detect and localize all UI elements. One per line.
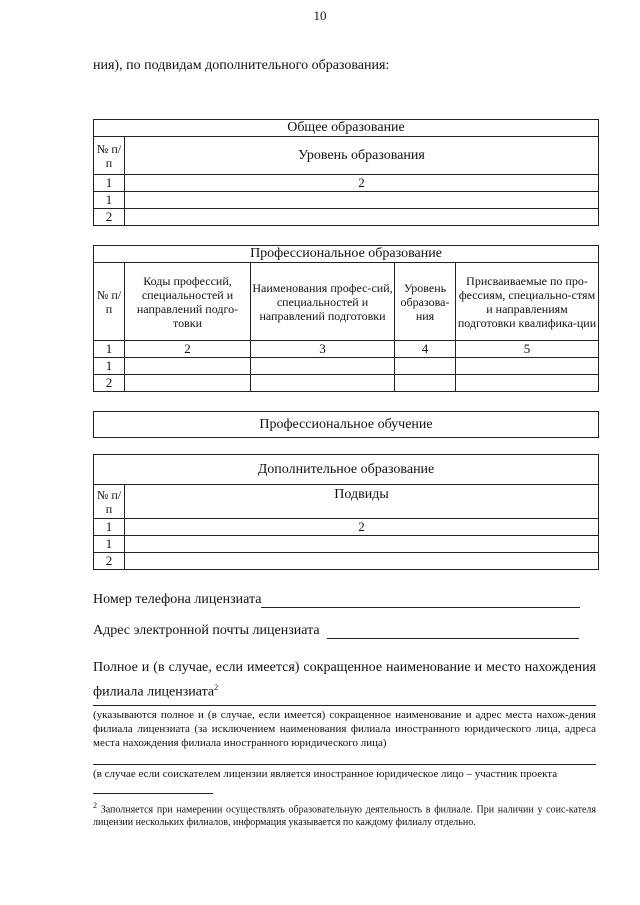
row-cell — [251, 358, 395, 375]
footnote — [93, 799, 596, 829]
branch-input-line[interactable] — [93, 705, 596, 706]
row-num: 2 — [94, 375, 125, 392]
col-codes-header: Коды профессий, специальностей и направлений подго-товки — [125, 263, 251, 341]
col-names-header: Наименования профес-сий, специальностей и направлений подготовки — [251, 263, 395, 341]
general-education-title: Общее образование — [94, 120, 599, 137]
header-num-2: 2 — [125, 175, 599, 192]
professional-education-table — [93, 245, 599, 392]
intro-text: ния), по подвидам дополнительного образования: — [93, 58, 390, 73]
row-num: 1 — [94, 536, 125, 553]
footnote-divider — [93, 793, 213, 794]
phone-label: Номер телефона лицензиата — [93, 592, 262, 607]
row-cell — [251, 375, 395, 392]
header-num-3: 3 — [251, 341, 395, 358]
row-num: 2 — [94, 553, 125, 570]
professional-training-title: Профессиональное обучение — [94, 412, 599, 438]
row-cell — [125, 192, 599, 209]
header-num-1: 1 — [94, 519, 125, 536]
email-field — [93, 623, 579, 639]
col-qualification-header: Присваиваемые по про-фессиям, специально-стям и направлениям подготовки квалифика-ции — [456, 263, 599, 341]
row-cell — [456, 375, 599, 392]
phone-field — [93, 592, 580, 608]
row-cell — [125, 375, 251, 392]
row-cell — [395, 375, 456, 392]
row-cell — [125, 209, 599, 226]
footnote-mark: 2 — [93, 801, 97, 810]
header-num-2: 2 — [125, 519, 599, 536]
col-num-header: № п/п — [94, 263, 125, 341]
email-label: Адрес электронной почты лицензиата — [93, 623, 320, 638]
header-num-2: 2 — [125, 341, 251, 358]
row-cell — [125, 553, 599, 570]
col-level-header: Уровень образова-ния — [395, 263, 456, 341]
foreign-note: (в случае если соискателем лицензии является иностранное юридическое лицо – участник проекта — [93, 768, 558, 780]
header-num-1: 1 — [94, 341, 125, 358]
branch-footnote-ref: 2 — [214, 683, 219, 692]
header-num-4: 4 — [395, 341, 456, 358]
col-num-header: № п/п — [94, 485, 125, 519]
row-num: 2 — [94, 209, 125, 226]
table-row — [94, 358, 599, 375]
footnote-text: Заполняется при намерении осуществлять образовательную деятельность в филиале. При наличии у соис-кателя лицензии нескольких филиалов, информация указывается по каждому филиалу отдельно. — [93, 804, 596, 829]
row-cell — [125, 358, 251, 375]
col-level-header: Уровень образования — [125, 137, 599, 175]
table-row — [94, 192, 599, 209]
row-cell — [456, 358, 599, 375]
phone-input-line[interactable] — [261, 593, 580, 608]
foreign-input-line[interactable] — [93, 764, 596, 765]
row-cell — [125, 536, 599, 553]
branch-label-text: Полное и (в случае, если имеется) сокращенное наименование и место нахождения филиала лицензиата — [93, 660, 596, 700]
general-education-table — [93, 119, 599, 226]
additional-education-table — [93, 454, 599, 570]
page-number: 10 — [313, 8, 327, 23]
additional-education-title: Дополнительное образование — [94, 455, 599, 485]
professional-education-title: Профессиональное образование — [94, 246, 599, 263]
branch-note: (указываются полное и (в случае, если имеется) сокращенное наименование и адрес места нахож-дения филиала лицензиата (за исключением наименования филиала иностранного юридического лица, адреса места нахождения филиала иностранного юридического лица) — [93, 709, 596, 749]
table-row — [94, 553, 599, 570]
table-row — [94, 536, 599, 553]
header-num-1: 1 — [94, 175, 125, 192]
branch-field-label — [93, 658, 596, 703]
col-subtype-header: Подвиды — [125, 485, 599, 519]
col-num-header: № п/п — [94, 137, 125, 175]
header-num-5: 5 — [456, 341, 599, 358]
table-row — [94, 209, 599, 226]
table-row — [94, 375, 599, 392]
email-input-line[interactable] — [327, 624, 579, 639]
row-num: 1 — [94, 358, 125, 375]
row-cell — [395, 358, 456, 375]
row-num: 1 — [94, 192, 125, 209]
professional-training-table — [93, 411, 599, 438]
